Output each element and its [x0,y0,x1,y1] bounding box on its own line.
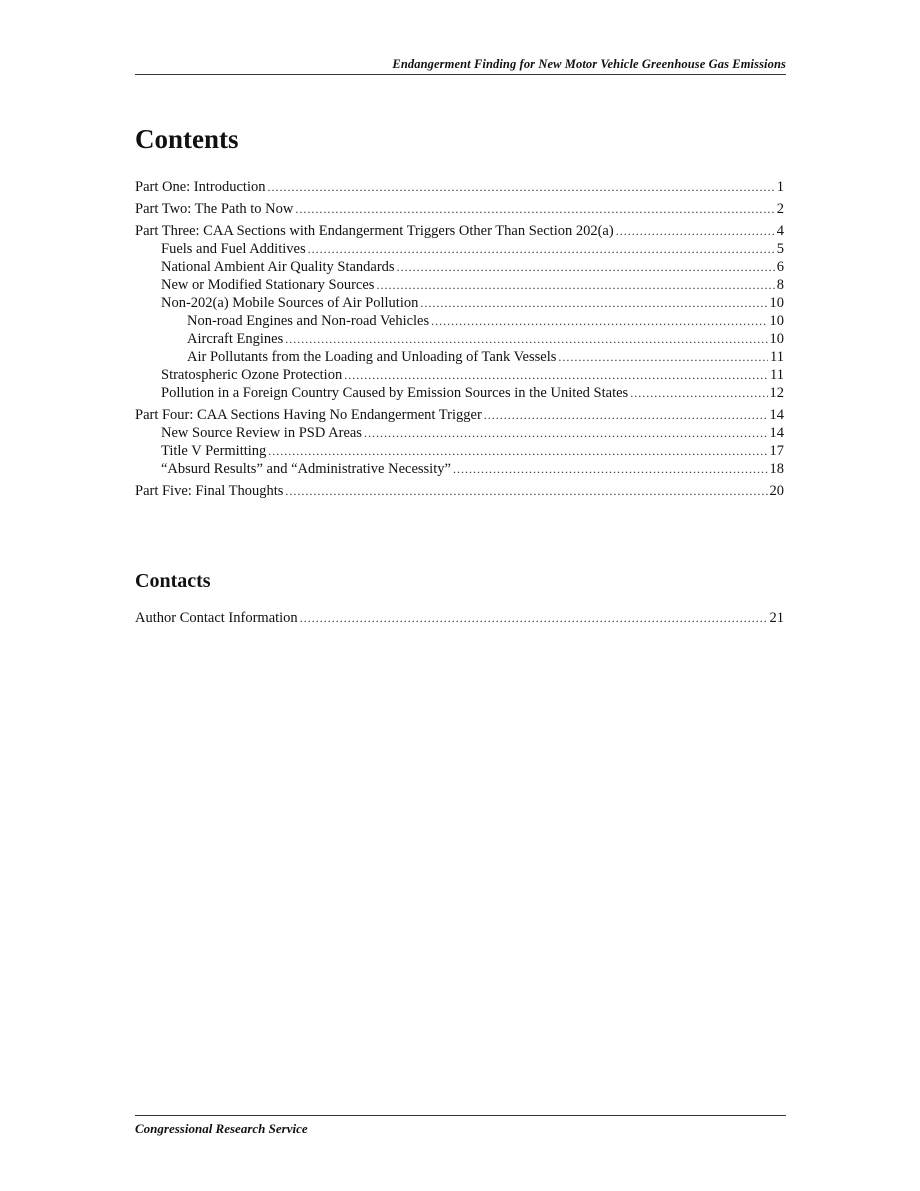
toc-leader-dots [285,330,767,348]
toc-page-number: 18 [769,461,784,477]
toc-leader-dots [431,312,767,330]
toc-leader-dots [308,240,775,258]
toc-page-number: 14 [769,425,784,441]
toc-page-number: 14 [769,407,784,423]
toc-leader-dots [453,460,768,478]
toc-entry-label: Fuels and Fuel Additives [161,241,306,257]
toc-leader-dots [268,442,767,460]
toc-page-number: 1 [776,179,784,195]
toc-page-number: 10 [769,295,784,311]
running-header: Endangerment Finding for New Motor Vehicle Greenhouse Gas Emissions [135,57,786,75]
toc-entry-label: National Ambient Air Quality Standards [161,259,395,275]
toc-entry-label: Part One: Introduction [135,179,266,195]
toc-page-number: 10 [769,313,784,329]
toc-leader-dots [616,222,775,240]
toc-page-number: 17 [769,443,784,459]
toc-leader-dots [344,366,768,384]
toc-page-number: 5 [776,241,784,257]
toc-leader-dots [376,276,774,294]
contents-heading: Contents [135,124,239,154]
toc-leader-dots [630,384,767,402]
toc-page-number: 21 [769,610,784,626]
toc-entry-label: “Absurd Results” and “Administrative Necessity” [161,461,451,477]
toc-entry-label: Stratospheric Ozone Protection [161,367,343,383]
toc-leader-dots [558,348,768,366]
toc-page-number: 20 [769,483,784,499]
toc-entry-label: Aircraft Engines [187,331,284,347]
toc-page-number: 11 [770,367,784,383]
toc-leader-dots [364,424,768,442]
toc-entry-label: Author Contact Information [135,610,298,626]
toc-page-number: 4 [776,223,784,239]
table-of-contents [135,178,784,500]
toc-entry-ozone[interactable] [135,366,784,384]
toc-entry-label: Pollution in a Foreign Country Caused by Emission Sources in the United States [161,385,629,401]
toc-leader-dots [285,482,767,500]
toc-entry-mobile-sources[interactable] [135,294,784,312]
contacts-heading: Contacts [135,570,211,592]
toc-entry-naaqs[interactable] [135,258,784,276]
toc-entry-stationary-sources[interactable] [135,276,784,294]
toc-entry-part-two[interactable] [135,200,784,218]
toc-entry-label: New or Modified Stationary Sources [161,277,375,293]
toc-entry-label: Non-road Engines and Non-road Vehicles [187,313,430,329]
toc-leader-dots [420,294,767,312]
toc-entry-aircraft[interactable] [135,330,784,348]
toc-entry-tank-vessels[interactable] [135,348,784,366]
toc-leader-dots [267,178,774,196]
toc-entry-absurd-results[interactable] [135,460,784,478]
toc-leader-dots [300,609,768,627]
toc-entry-label: Part Four: CAA Sections Having No Endangerment Trigger [135,407,482,423]
toc-entry-part-three[interactable] [135,222,784,240]
toc-entry-label: Title V Permitting [161,443,267,459]
toc-entry-title-v[interactable] [135,442,784,460]
contacts-list [135,609,784,627]
toc-entry-label: Air Pollutants from the Loading and Unloading of Tank Vessels [187,349,557,365]
toc-leader-dots [484,406,768,424]
toc-entry-foreign-pollution[interactable] [135,384,784,402]
toc-entry-part-four[interactable] [135,406,784,424]
toc-entry-fuels[interactable] [135,240,784,258]
toc-page-number: 2 [776,201,784,217]
toc-entry-psd[interactable] [135,424,784,442]
toc-page-number: 8 [776,277,784,293]
toc-entry-part-five[interactable] [135,482,784,500]
toc-page-number: 10 [769,331,784,347]
toc-entry-label: Part Five: Final Thoughts [135,483,284,499]
toc-entry-label: Part Two: The Path to Now [135,201,294,217]
toc-entry-non-road[interactable] [135,312,784,330]
toc-leader-dots [295,200,774,218]
toc-entry-label: Part Three: CAA Sections with Endangerment Triggers Other Than Section 202(a) [135,223,614,239]
running-footer: Congressional Research Service [135,1115,786,1137]
toc-page-number: 11 [770,349,784,365]
toc-page-number: 12 [769,385,784,401]
toc-entry-author-contact[interactable] [135,609,784,627]
toc-entry-label: Non-202(a) Mobile Sources of Air Pollution [161,295,419,311]
toc-leader-dots [397,258,775,276]
toc-entry-part-one[interactable] [135,178,784,196]
toc-page-number: 6 [776,259,784,275]
toc-entry-label: New Source Review in PSD Areas [161,425,362,441]
